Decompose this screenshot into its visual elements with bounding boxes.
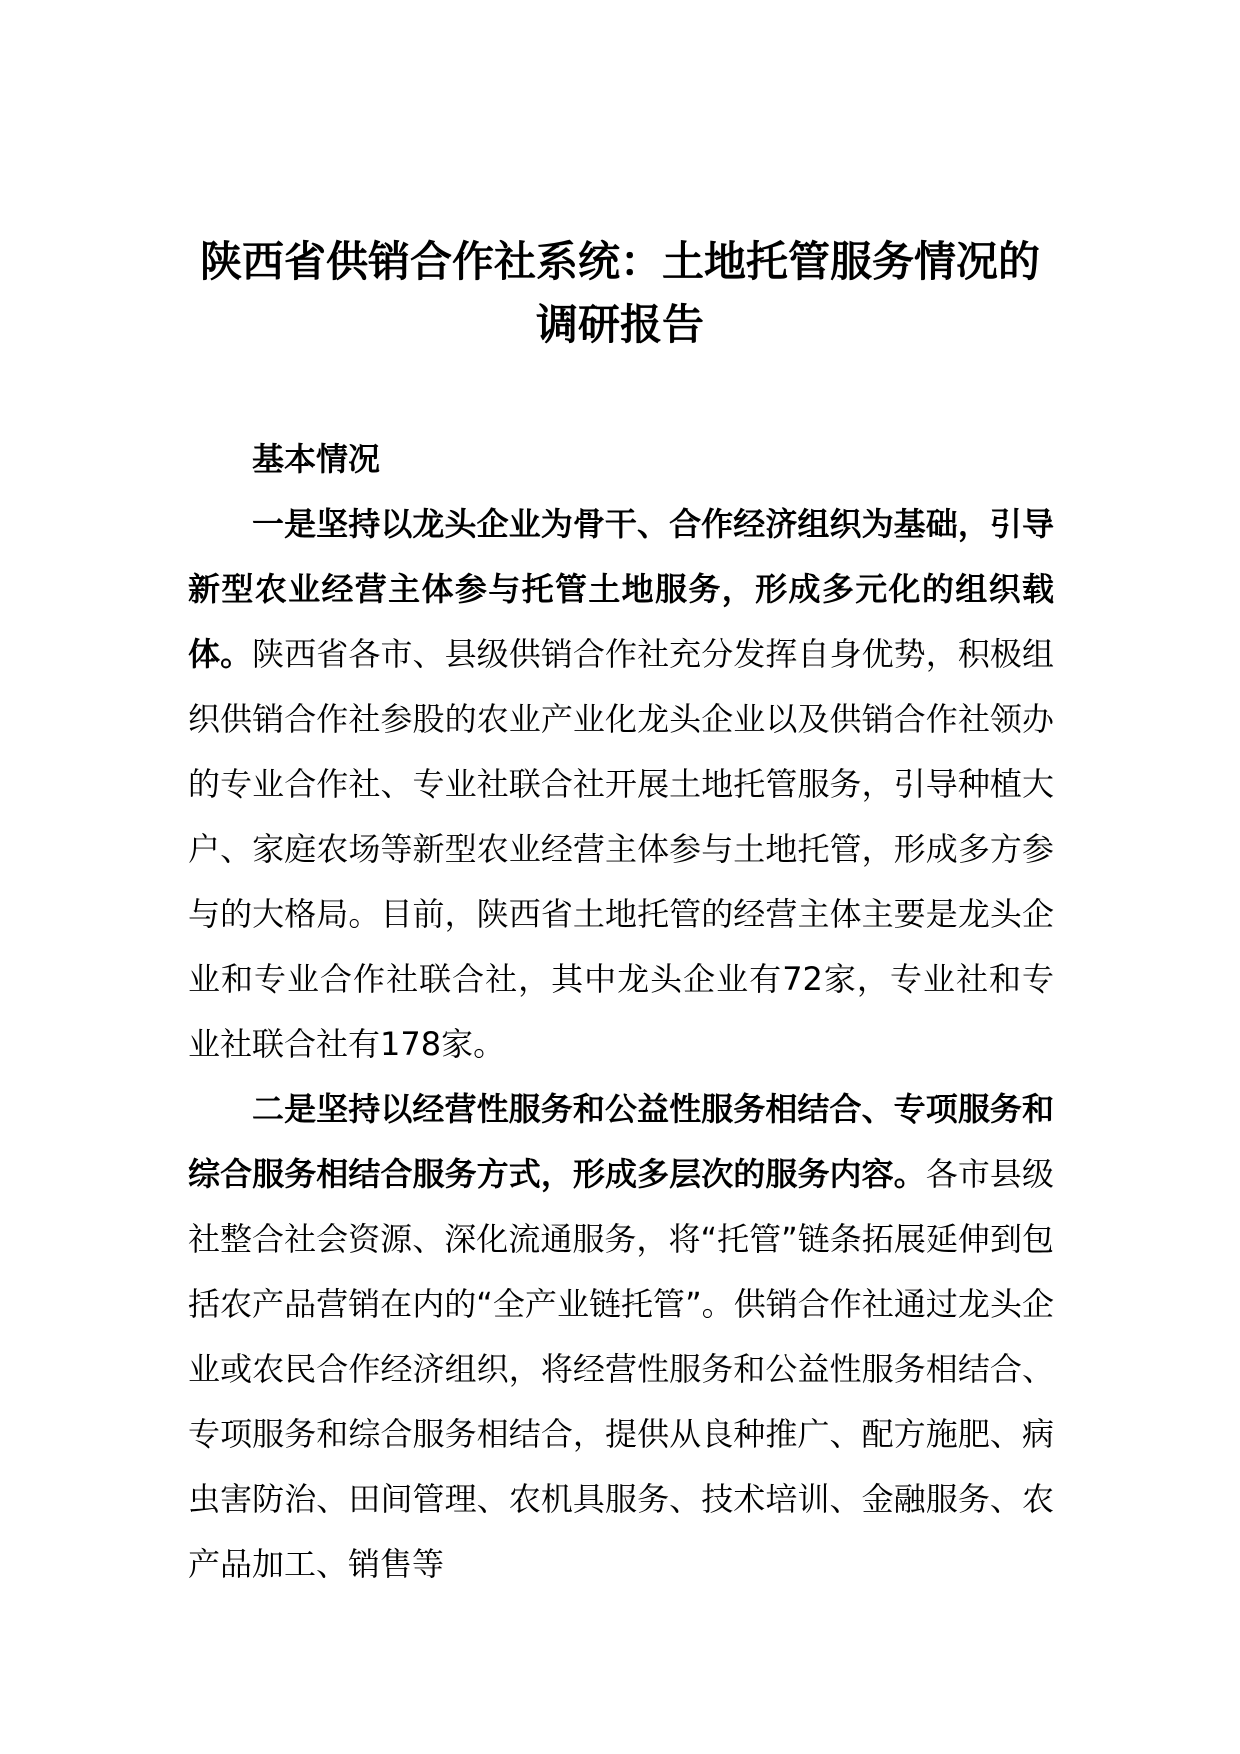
document-title: 陕西省供销合作社系统：土地托管服务情况的调研报告 — [199, 237, 1040, 349]
paragraph-2-lead: 二是坚持以经营性服务和公益性服务相结合、专项服务和综合服务相结合服务方式，形成多层次的服务内容。 — [188, 1090, 1054, 1193]
document-body — [188, 427, 1054, 1597]
section-heading: 基本情况 — [252, 440, 381, 478]
paragraph-2 — [188, 1077, 1054, 1597]
paragraph-1-body: 陕西省各市、县级供销合作社充分发挥自身优势，积极组织供销合作社参股的农业产业化龙头企业以及供销合作社领办的专业合作社、专业社联合社开展土地托管服务，引导种植大户、家庭农场等新型农业经营主体参与土地托管，形成多方参与的大格局。目前，陕西省土地托管的经营主体主要是龙头企业和专业合作社联合社，其中龙头企业有72家，专业社和专业社联合社有178家。 — [188, 635, 1054, 1063]
paragraph-1-lead: 一是坚持以龙头企业为骨干、合作经济组织为基础，引导新型农业经营主体参与托管土地服务，形成多元化的组织载体。 — [188, 505, 1054, 673]
paragraph-2-body: 各市县级社整合社会资源、深化流通服务，将“托管”链条拓展延伸到包括农产品营销在内的“全产业链托管”。供销合作社通过龙头企业或农民合作经济组织，将经营性服务和公益性服务相结合、专项服务和综合服务相结合，提供从良种推广、配方施肥、病虫害防治、田间管理、农机具服务、技术培训、金融服务、农产品加工、销售等 — [188, 1155, 1054, 1583]
paragraph-1 — [188, 492, 1054, 1077]
